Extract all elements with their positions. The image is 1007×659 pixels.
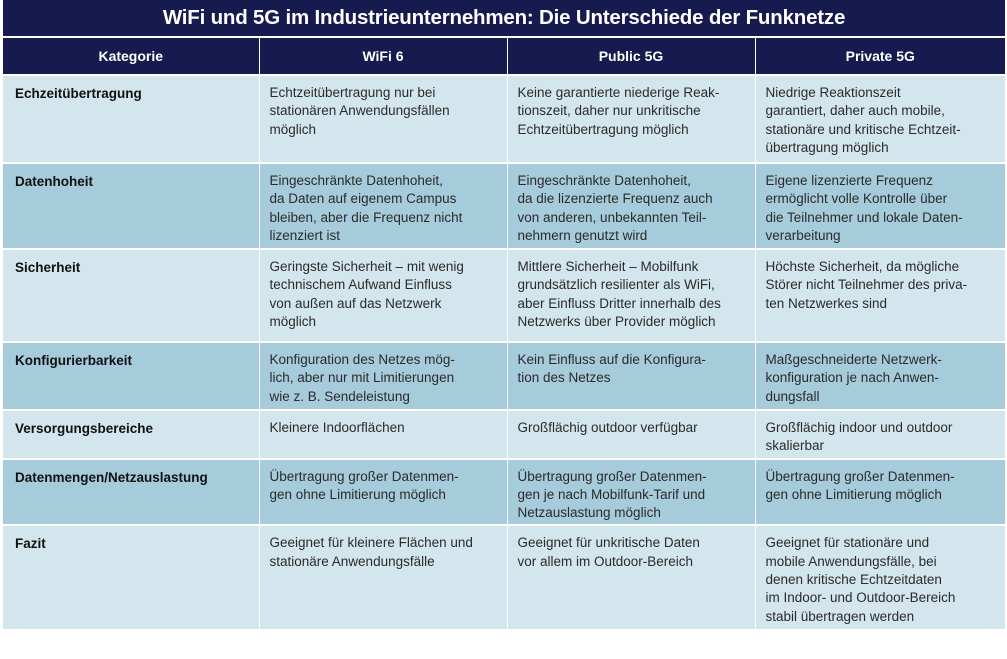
cell-text-line: lizenziert ist <box>269 227 341 243</box>
cell-text-line: Geeignet für stationäre und <box>765 535 930 551</box>
cell-text-line: Eingeschränkte Datenhoheit, <box>517 173 691 188</box>
cell-text-line: Eingeschränkte Datenhoheit, <box>269 173 443 188</box>
cell-text-line: aber Einfluss Dritter innerhalb des <box>517 295 721 311</box>
cell-wifi6 <box>259 410 507 459</box>
cell-public5g <box>507 163 755 249</box>
cell-text-line: Übertragung großer Datenmen- <box>765 468 955 484</box>
cell-text-line: ten Netzwerkes sind <box>765 295 888 311</box>
column-header-kategorie: Kategorie <box>3 37 259 75</box>
cell-text-line: da Daten auf eigenem Campus <box>269 191 457 207</box>
cell-public5g <box>507 75 755 163</box>
cell-text-line: Großflächig indoor und outdoor <box>765 420 953 435</box>
cell-private5g <box>755 525 1005 629</box>
column-header-private5g: Private 5G <box>755 37 1005 75</box>
cell-text-line: stationären Anwendungsfällen <box>269 103 450 119</box>
cell-text-line: die Teilnehmer und lokale Daten- <box>765 209 963 225</box>
comparison-table <box>3 36 1005 629</box>
row-category: Datenmengen/Netzauslastung <box>3 459 259 526</box>
row-category: Fazit <box>3 525 259 629</box>
cell-private5g <box>755 249 1005 342</box>
cell-text-line: übertragung möglich <box>765 139 889 155</box>
cell-wifi6 <box>259 459 507 526</box>
cell-text-line: mobile Anwendungsfälle, bei <box>765 553 937 569</box>
table-row <box>3 342 1005 410</box>
column-header-public5g: Public 5G <box>507 37 755 75</box>
cell-text-line: Echtzeitübertragung möglich <box>517 121 689 137</box>
cell-text-line: von außen auf das Netzwerk <box>269 295 442 311</box>
cell-text-line: Geringste Sicherheit – mit wenig <box>269 259 464 274</box>
column-header-wifi6: WiFi 6 <box>259 37 507 75</box>
cell-public5g <box>507 249 755 342</box>
cell-public5g <box>507 459 755 526</box>
cell-text-line: im Indoor- und Outdoor-Bereich <box>765 590 956 606</box>
table-row <box>3 459 1005 526</box>
cell-wifi6 <box>259 163 507 249</box>
cell-text-line: garantiert, daher auch mobile, <box>765 103 945 119</box>
cell-text-line: Maßgeschneiderte Netzwerk- <box>765 352 942 367</box>
cell-text-line: Konfiguration des Netzes mög- <box>269 352 455 367</box>
cell-text-line: möglich <box>269 121 317 137</box>
cell-text-line: Kleinere Indoorflächen <box>269 420 405 435</box>
cell-text-line: Geeignet für unkritische Daten <box>517 535 700 551</box>
cell-private5g <box>755 459 1005 526</box>
cell-text-line: Netzwerks über Provider möglich <box>517 313 716 329</box>
cell-public5g <box>507 342 755 410</box>
cell-wifi6 <box>259 525 507 629</box>
table-title: WiFi und 5G im Industrieunternehmen: Die Unterschiede der Funknetze <box>3 0 1005 36</box>
cell-text-line: vor allem im Outdoor-Bereich <box>517 553 694 569</box>
cell-text-line: ermöglicht volle Kontrolle über <box>765 191 948 207</box>
cell-public5g <box>507 410 755 459</box>
cell-text-line: denen kritische Echtzeitdaten <box>765 572 942 588</box>
cell-text-line: dungsfall <box>765 388 820 404</box>
cell-text-line: Höchste Sicherheit, da mögliche <box>765 259 960 274</box>
cell-text-line: tion des Netzes <box>517 370 611 386</box>
row-category: Echzeitübertragung <box>3 75 259 163</box>
cell-text-line: Mittlere Sicherheit – Mobilfunk <box>517 259 699 274</box>
cell-private5g <box>755 410 1005 459</box>
cell-text-line: Übertragung großer Datenmen- <box>517 468 707 484</box>
cell-text-line: technischem Aufwand Einfluss <box>269 277 452 293</box>
cell-text-line: Störer nicht Teilnehmer des priva- <box>765 277 968 293</box>
cell-text-line: Übertragung großer Datenmen- <box>269 468 459 484</box>
cell-text-line: Geeignet für kleinere Flächen und <box>269 535 473 551</box>
cell-wifi6 <box>259 75 507 163</box>
cell-text-line: Niedrige Reaktionszeit <box>765 85 901 100</box>
cell-text-line: verarbeitung <box>765 227 841 243</box>
cell-text-line: Keine garantierte niederige Reak- <box>517 85 720 100</box>
row-category: Sicherheit <box>3 249 259 342</box>
cell-text-line: nehmern genutzt wird <box>517 227 648 243</box>
cell-text-line: da die lizenzierte Frequenz auch <box>517 191 713 207</box>
cell-text-line: Kein Einfluss auf die Konfigura- <box>517 352 706 367</box>
table-row <box>3 249 1005 342</box>
cell-text-line: von anderen, unbekannten Teil- <box>517 209 707 225</box>
cell-text-line: Eigene lizenzierte Frequenz <box>765 173 933 188</box>
cell-private5g <box>755 163 1005 249</box>
cell-text-line: wie z. B. Sendeleistung <box>269 388 410 404</box>
cell-text-line: Großflächig outdoor verfügbar <box>517 420 698 435</box>
cell-text-line: Netzauslastung möglich <box>517 505 661 521</box>
cell-private5g <box>755 342 1005 410</box>
table-row <box>3 525 1005 629</box>
table-row <box>3 75 1005 163</box>
cell-text-line: möglich <box>269 313 317 329</box>
header-row <box>3 37 1005 75</box>
row-category: Datenhoheit <box>3 163 259 249</box>
cell-text-line: gen ohne Limitierung möglich <box>765 486 942 502</box>
row-category: Konfigurierbarkeit <box>3 342 259 410</box>
cell-text-line: konfiguration je nach Anwen- <box>765 370 939 386</box>
table-row <box>3 163 1005 249</box>
cell-public5g <box>507 525 755 629</box>
cell-text-line: skalierbar <box>765 438 825 454</box>
cell-text-line: gen ohne Limitierung möglich <box>269 486 446 502</box>
cell-wifi6 <box>259 249 507 342</box>
table-row <box>3 410 1005 459</box>
cell-text-line: bleiben, aber die Frequenz nicht <box>269 209 463 225</box>
cell-private5g <box>755 75 1005 163</box>
cell-text-line: stationäre Anwendungsfälle <box>269 553 435 569</box>
cell-wifi6 <box>259 342 507 410</box>
cell-text-line: lich, aber nur mit Limitierungen <box>269 370 455 386</box>
cell-text-line: tionszeit, daher nur unkritische <box>517 103 701 119</box>
cell-text-line: grundsätzlich resilienter als WiFi, <box>517 277 715 293</box>
row-category: Versorgungsbereiche <box>3 410 259 459</box>
cell-text-line: gen je nach Mobilfunk-Tarif und <box>517 486 706 502</box>
cell-text-line: stationäre und kritische Echtzeit- <box>765 121 961 137</box>
cell-text-line: Echtzeitübertragung nur bei <box>269 85 436 100</box>
cell-text-line: stabil übertragen werden <box>765 608 915 624</box>
